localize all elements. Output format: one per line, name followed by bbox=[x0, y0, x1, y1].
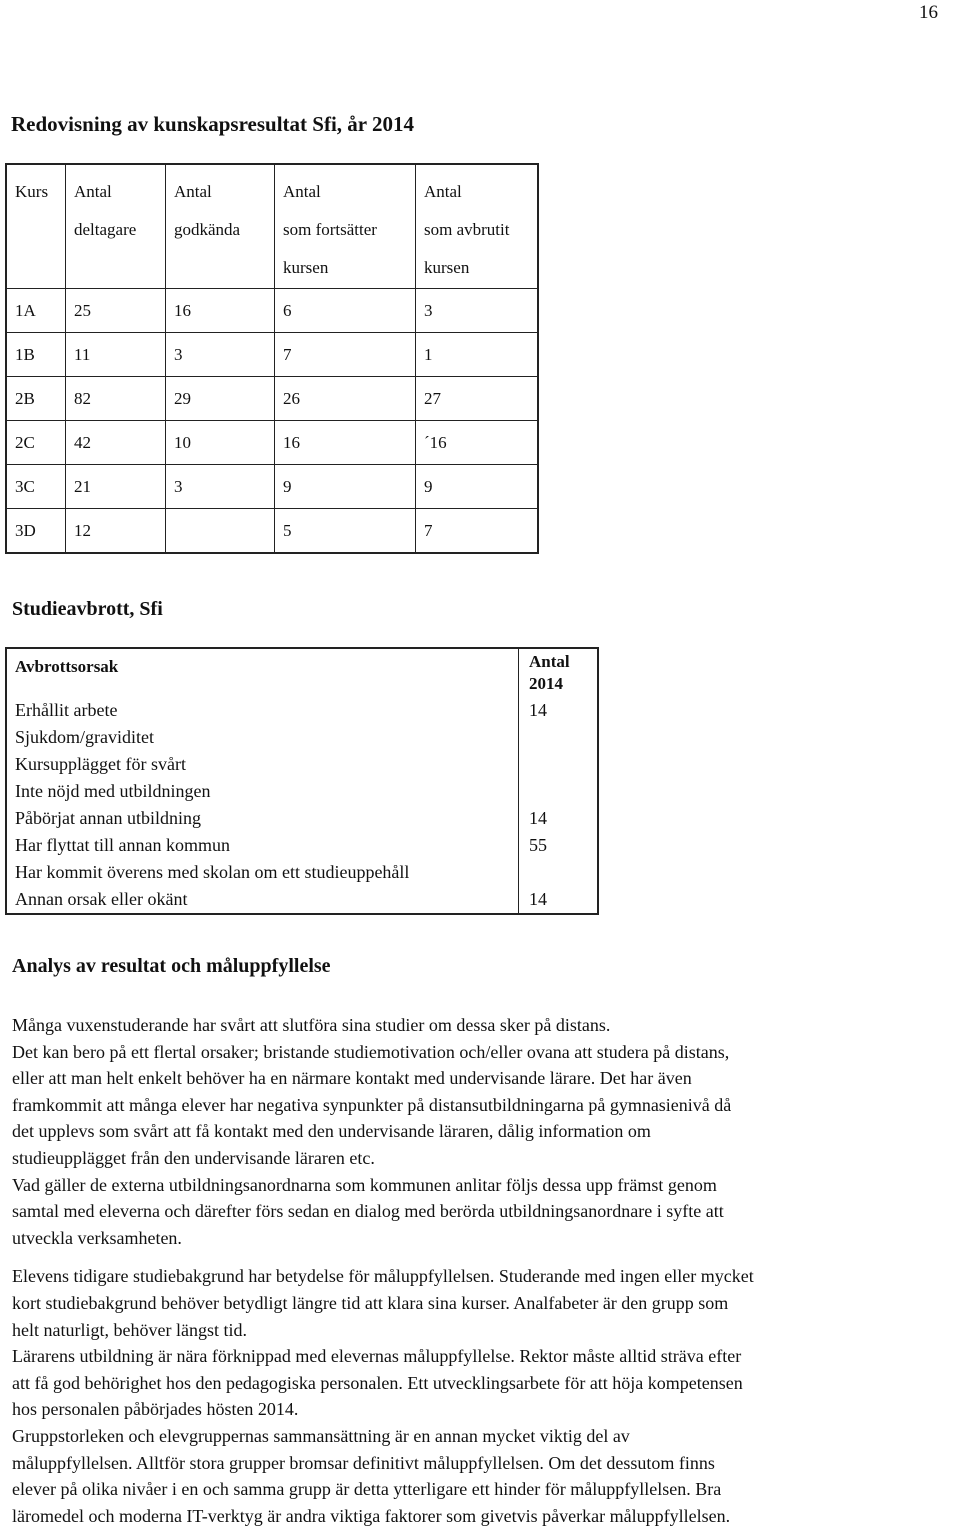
reason-count bbox=[519, 751, 599, 778]
col-header-course: Kurs bbox=[6, 164, 66, 289]
col-header-dropped: Antal som avbrutit kursen bbox=[416, 164, 539, 289]
list-item bbox=[6, 697, 598, 724]
table-cell: 1 bbox=[416, 333, 539, 377]
reason-label: Annan orsak eller okänt bbox=[15, 889, 188, 909]
list-item bbox=[6, 805, 598, 832]
table-cell: 7 bbox=[416, 509, 539, 554]
text-line: utveckla verksamheten. bbox=[12, 1227, 182, 1248]
reason-label: Har flyttat till annan kommun bbox=[15, 835, 230, 855]
table-cell: 7 bbox=[275, 333, 416, 377]
table-cell: 5 bbox=[275, 509, 416, 554]
text-line: Vad gäller de externa utbildningsanordnarna som kommunen anlitar följs dessa upp främst genom bbox=[12, 1174, 717, 1195]
table-row bbox=[6, 421, 538, 465]
reason-count bbox=[519, 778, 599, 805]
table-cell: 10 bbox=[166, 421, 275, 465]
dropouts-title: Studieavbrott, Sfi bbox=[12, 598, 163, 620]
results-header-row bbox=[6, 164, 538, 289]
table-row bbox=[6, 465, 538, 509]
table-cell: 25 bbox=[66, 289, 166, 333]
text-line: måluppfyllelsen. Alltför stora grupper bromsar definitivt måluppfyllelsen. Om det dessutom finns bbox=[12, 1452, 715, 1473]
reason-label: Kursupplägget för svårt bbox=[15, 754, 186, 774]
text-line: läromedel och moderna IT-verktyg är andra viktiga faktorer som givetvis påverkar måluppfyllelsen. bbox=[12, 1505, 731, 1526]
col-header-passed: Antal godkända bbox=[166, 164, 275, 289]
text-line: helt naturligt, behöver längst tid. bbox=[12, 1319, 247, 1340]
text-line: Gruppstorleken och elevgruppernas sammansättning är en annan mycket viktig del av bbox=[12, 1425, 630, 1446]
table-cell: 82 bbox=[66, 377, 166, 421]
table-cell: 16 bbox=[166, 289, 275, 333]
reason-count: 14 bbox=[519, 697, 599, 724]
table-cell: 1B bbox=[6, 333, 66, 377]
list-item bbox=[6, 832, 598, 859]
analysis-title: Analys av resultat och måluppfyllelse bbox=[12, 955, 331, 977]
reason-count: 14 bbox=[519, 886, 599, 914]
text-line: det upplevs som svårt att få kontakt med den undervisande läraren, dålig information om bbox=[12, 1121, 651, 1142]
table-cell: 26 bbox=[275, 377, 416, 421]
table-cell bbox=[166, 509, 275, 554]
text-line: framkommit att många elever har negativa synpunkter på distansutbildningarna på gymnasienivå då bbox=[12, 1094, 732, 1115]
text-line: hos personalen påbörjades hösten 2014. bbox=[12, 1399, 299, 1420]
text-line: att få god behörighet hos den pedagogiska personalen. Ett utvecklingsarbete för att höja kompetensen bbox=[12, 1372, 743, 1393]
dropouts-table bbox=[5, 647, 599, 915]
text-line: Lärarens utbildning är nära förknippad med elevernas måluppfyllelse. Rektor måste alltid sträva efter bbox=[12, 1346, 742, 1367]
list-item bbox=[6, 751, 598, 778]
dropouts-header-row bbox=[6, 648, 598, 697]
reason-count: 14 bbox=[519, 805, 599, 832]
list-item bbox=[6, 859, 598, 886]
table-cell: 9 bbox=[416, 465, 539, 509]
reason-count: 55 bbox=[519, 832, 599, 859]
reason-count bbox=[519, 859, 599, 886]
results-title: Redovisning av kunskapsresultat Sfi, år 2014 bbox=[11, 112, 414, 136]
text-line: Många vuxenstuderande har svårt att slutföra sina studier om dessa sker på distans. bbox=[12, 1015, 611, 1035]
table-cell: 42 bbox=[66, 421, 166, 465]
header-count: Antal 2014 bbox=[519, 648, 599, 697]
table-cell: 3 bbox=[416, 289, 539, 333]
table-cell: 3D bbox=[6, 509, 66, 554]
text-line: samtal med eleverna och därefter förs sedan en dialog med berörda utbildningsanordnare i syfte att bbox=[12, 1201, 724, 1222]
table-cell: 3 bbox=[166, 333, 275, 377]
table-cell: 1A bbox=[6, 289, 66, 333]
reason-label: Påbörjat annan utbildning bbox=[15, 808, 201, 828]
table-cell: 27 bbox=[416, 377, 539, 421]
list-item bbox=[6, 886, 598, 914]
table-cell: 21 bbox=[66, 465, 166, 509]
reason-label: Sjukdom/graviditet bbox=[15, 727, 154, 747]
analysis-paragraph-1 bbox=[12, 1012, 960, 1251]
table-cell: 3 bbox=[166, 465, 275, 509]
list-item bbox=[6, 778, 598, 805]
table-row bbox=[6, 509, 538, 554]
text-line: Elevens tidigare studiebakgrund har betydelse för måluppfyllelsen. Studerande med ingen eller mycket bbox=[12, 1266, 754, 1287]
reason-label: Erhållit arbete bbox=[15, 700, 118, 720]
table-cell: 12 bbox=[66, 509, 166, 554]
text-line: elever på olika nivåer i en och samma grupp är detta ytterligare ett hinder för måluppfyllelsen. Bra bbox=[12, 1479, 722, 1500]
results-table bbox=[5, 163, 539, 554]
table-cell: 29 bbox=[166, 377, 275, 421]
table-cell: 11 bbox=[66, 333, 166, 377]
text-line: studieupplägget från den undervisande läraren etc. bbox=[12, 1147, 375, 1168]
list-item bbox=[6, 724, 598, 751]
page-number: 16 bbox=[919, 2, 938, 23]
table-cell: 6 bbox=[275, 289, 416, 333]
reason-count bbox=[519, 724, 599, 751]
table-cell: 3C bbox=[6, 465, 66, 509]
table-row bbox=[6, 289, 538, 333]
col-header-continuing: Antal som fortsätter kursen bbox=[275, 164, 416, 289]
table-row bbox=[6, 377, 538, 421]
header-reason: Avbrottsorsak bbox=[15, 657, 119, 676]
text-line: eller att man helt enkelt behöver ha en närmare kontakt med undervisande lärare. Det har även bbox=[12, 1068, 692, 1089]
text-line: kort studiebakgrund behöver betydligt längre tid att klara sina kurser. Analfabeter är den grupp som bbox=[12, 1292, 729, 1313]
text-line: Det kan bero på ett flertal orsaker; bristande studiemotivation och/eller ovana att studera på distans, bbox=[12, 1041, 730, 1062]
table-cell: 2B bbox=[6, 377, 66, 421]
table-cell: 16 bbox=[275, 421, 416, 465]
table-cell: 9 bbox=[275, 465, 416, 509]
analysis-text bbox=[12, 1012, 960, 1529]
reason-label: Inte nöjd med utbildningen bbox=[15, 781, 211, 801]
col-header-participants: Antal deltagare bbox=[66, 164, 166, 289]
analysis-paragraph-2 bbox=[12, 1263, 960, 1529]
reason-label: Har kommit överens med skolan om ett studieuppehåll bbox=[15, 862, 410, 882]
table-row bbox=[6, 333, 538, 377]
table-cell: ´16 bbox=[416, 421, 539, 465]
table-cell: 2C bbox=[6, 421, 66, 465]
